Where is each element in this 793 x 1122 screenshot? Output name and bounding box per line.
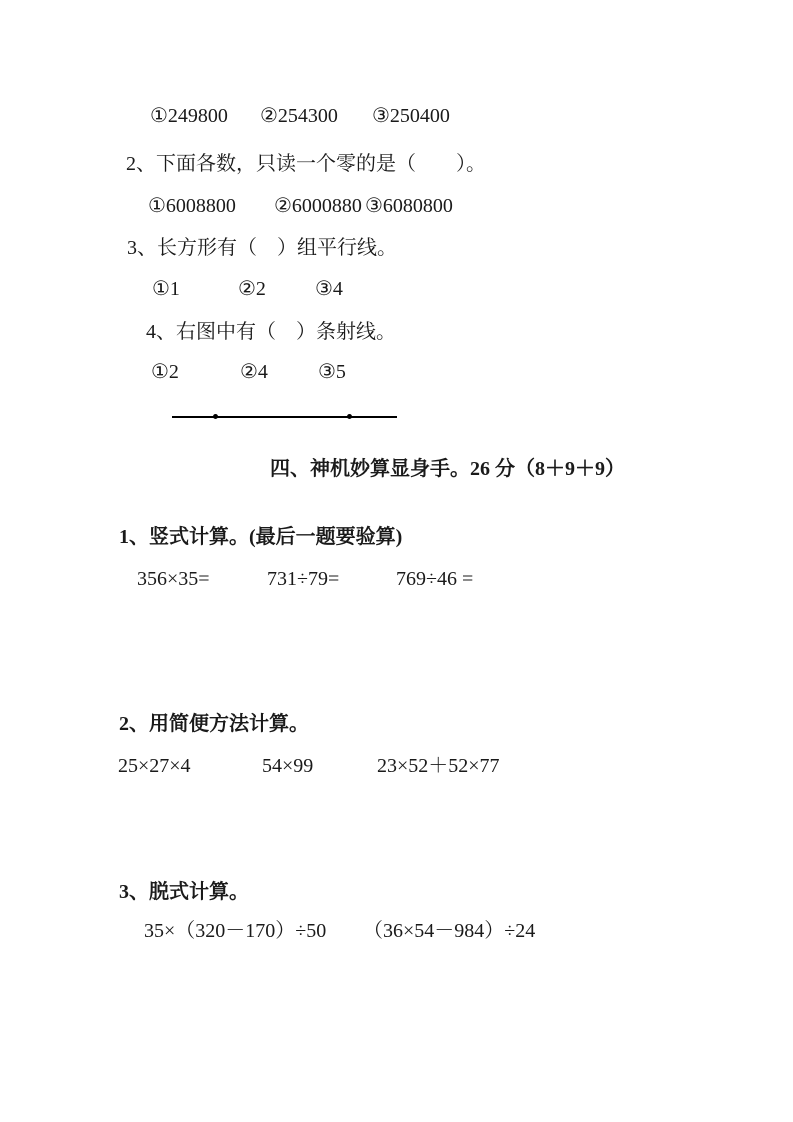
q1-option-3: ③250400 (372, 105, 450, 127)
sub3-title: 3、脱式计算。 (119, 881, 249, 903)
sub3-expression-1: 35×（320－170）÷50 (144, 920, 327, 942)
sub3-expression-2: （36×54－984）÷24 (363, 920, 536, 942)
section4-heading: 四、神机妙算显身手。26 分（8＋9＋9） (270, 458, 625, 480)
sub1-expression-2: 731÷79= (267, 568, 340, 590)
sub2-expression-3: 23×52＋52×77 (377, 755, 500, 777)
q2-option-3: ③6080800 (365, 195, 453, 217)
point-dot-left (213, 414, 218, 419)
q2-option-2: ②6000880 (274, 195, 362, 217)
q4-stem: 4、右图中有（ ）条射线。 (146, 321, 396, 343)
q2-option-1: ①6008800 (148, 195, 236, 217)
q1-option-2: ②254300 (260, 105, 338, 127)
q3-stem: 3、长方形有（ ）组平行线。 (127, 237, 397, 259)
point-dot-right (347, 414, 352, 419)
sub2-expression-1: 25×27×4 (118, 755, 191, 777)
q4-option-2: ②4 (240, 361, 268, 383)
sub1-expression-1: 356×35= (137, 568, 210, 590)
q4-option-1: ①2 (151, 361, 179, 383)
sub2-expression-2: 54×99 (262, 755, 314, 777)
q3-option-1: ①1 (152, 278, 180, 300)
q2-stem: 2、下面各数，只读一个零的是（ ）。 (126, 153, 486, 175)
q3-option-2: ②2 (238, 278, 266, 300)
q4-option-3: ③5 (318, 361, 346, 383)
q1-option-1: ①249800 (150, 105, 228, 127)
sub2-title: 2、用简便方法计算。 (119, 713, 309, 735)
sub1-title: 1、竖式计算。(最后一题要验算) (119, 526, 403, 548)
q3-option-3: ③4 (315, 278, 343, 300)
sub1-expression-3: 769÷46 = (396, 568, 474, 590)
segment-line (172, 416, 397, 418)
